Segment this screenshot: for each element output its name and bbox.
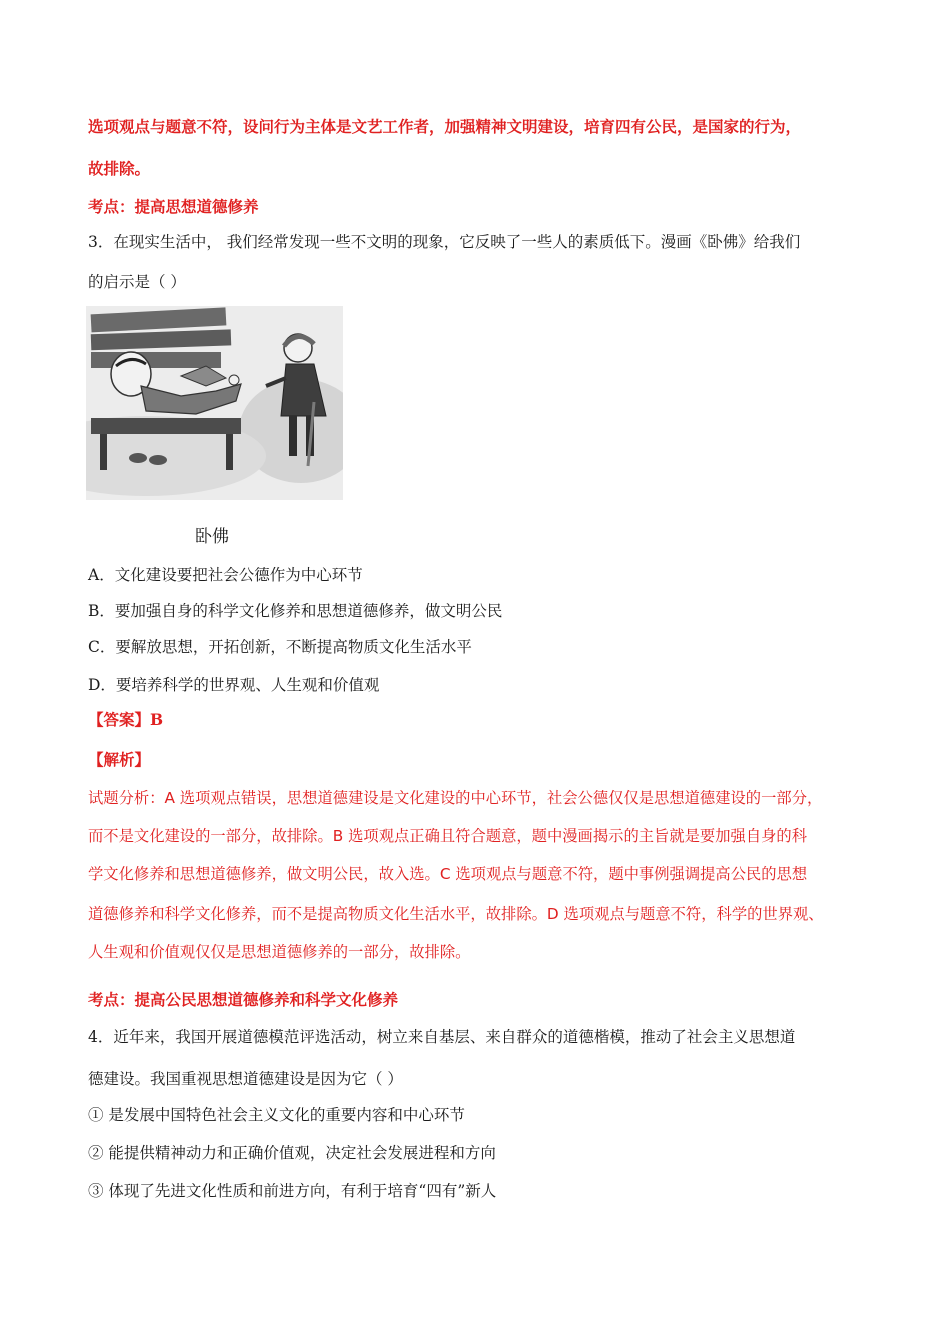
q3-stem-line-2: 的启示是（ ） — [88, 273, 186, 291]
q3-stem-line-1: 3．在现实生活中， 我们经常发现一些不文明的现象，它反映了一些人的素质低下。漫画《卧佛》给我们 — [88, 233, 801, 251]
q4-item-2: ② 能提供精神动力和正确价值观，决定社会发展进程和方向 — [88, 1144, 496, 1162]
prev-kaodian: 考点：提高思想道德修养 — [88, 197, 259, 216]
q4-item-3: ③ 体现了先进文化性质和前进方向，有利于培育“四有”新人 — [88, 1182, 497, 1200]
prev-analysis-line-2: 故排除。 — [88, 159, 151, 178]
q4-stem-line-1: 4．近年来，我国开展道德模范评选活动，树立来自基层、来自群众的道德楷模，推动了社会主义思想道 — [88, 1028, 796, 1046]
q3-answer: 【答案】B — [88, 710, 164, 729]
q4-stem-line-2: 德建设。我国重视思想道德建设是因为它（ ） — [88, 1070, 403, 1088]
cartoon-caption: 卧佛 — [195, 527, 229, 547]
q3-option-a: A．文化建设要把社会公德作为中心环节 — [88, 566, 363, 584]
cartoon-illustration — [86, 306, 343, 500]
q3-kaodian: 考点：提高公民思想道德修养和科学文化修养 — [88, 990, 399, 1009]
cartoon-reclining-buddha — [86, 306, 343, 500]
q4-item-1: ① 是发展中国特色社会主义文化的重要内容和中心环节 — [88, 1106, 465, 1124]
q3-option-c: C．要解放思想，开拓创新，不断提高物质文化生活水平 — [88, 638, 472, 656]
q3-analysis-line-1: 试题分析：A 选项观点错误，思想道德建设是文化建设的中心环节，社会公德仅仅是思想道德建设的一部分， — [88, 789, 823, 807]
q3-analysis-line-2: 而不是文化建设的一部分，故排除。B 选项观点正确且符合题意，题中漫画揭示的主旨就是要加强自身的科 — [88, 827, 808, 845]
q3-analysis-line-3: 学文化修养和思想道德修养，做文明公民，故入选。C 选项观点与题意不符，题中事例强调提高公民的思想 — [88, 865, 808, 883]
prev-analysis-line-1: 选项观点与题意不符，设问行为主体是文艺工作者，加强精神文明建设，培育四有公民，是国家的行为， — [88, 117, 802, 136]
q3-analysis-line-5: 人生观和价值观仅仅是思想道德修养的一部分，故排除。 — [88, 943, 471, 961]
q3-option-d: D．要培养科学的世界观、人生观和价值观 — [88, 676, 380, 694]
q3-option-b: B．要加强自身的科学文化修养和思想道德修养，做文明公民 — [88, 602, 503, 620]
q3-analysis-heading: 【解析】 — [88, 751, 151, 769]
q3-analysis-line-4: 道德修养和科学文化修养，而不是提高物质文化生活水平，故排除。D 选项观点与题意不符，科学的世界观、 — [88, 905, 824, 923]
